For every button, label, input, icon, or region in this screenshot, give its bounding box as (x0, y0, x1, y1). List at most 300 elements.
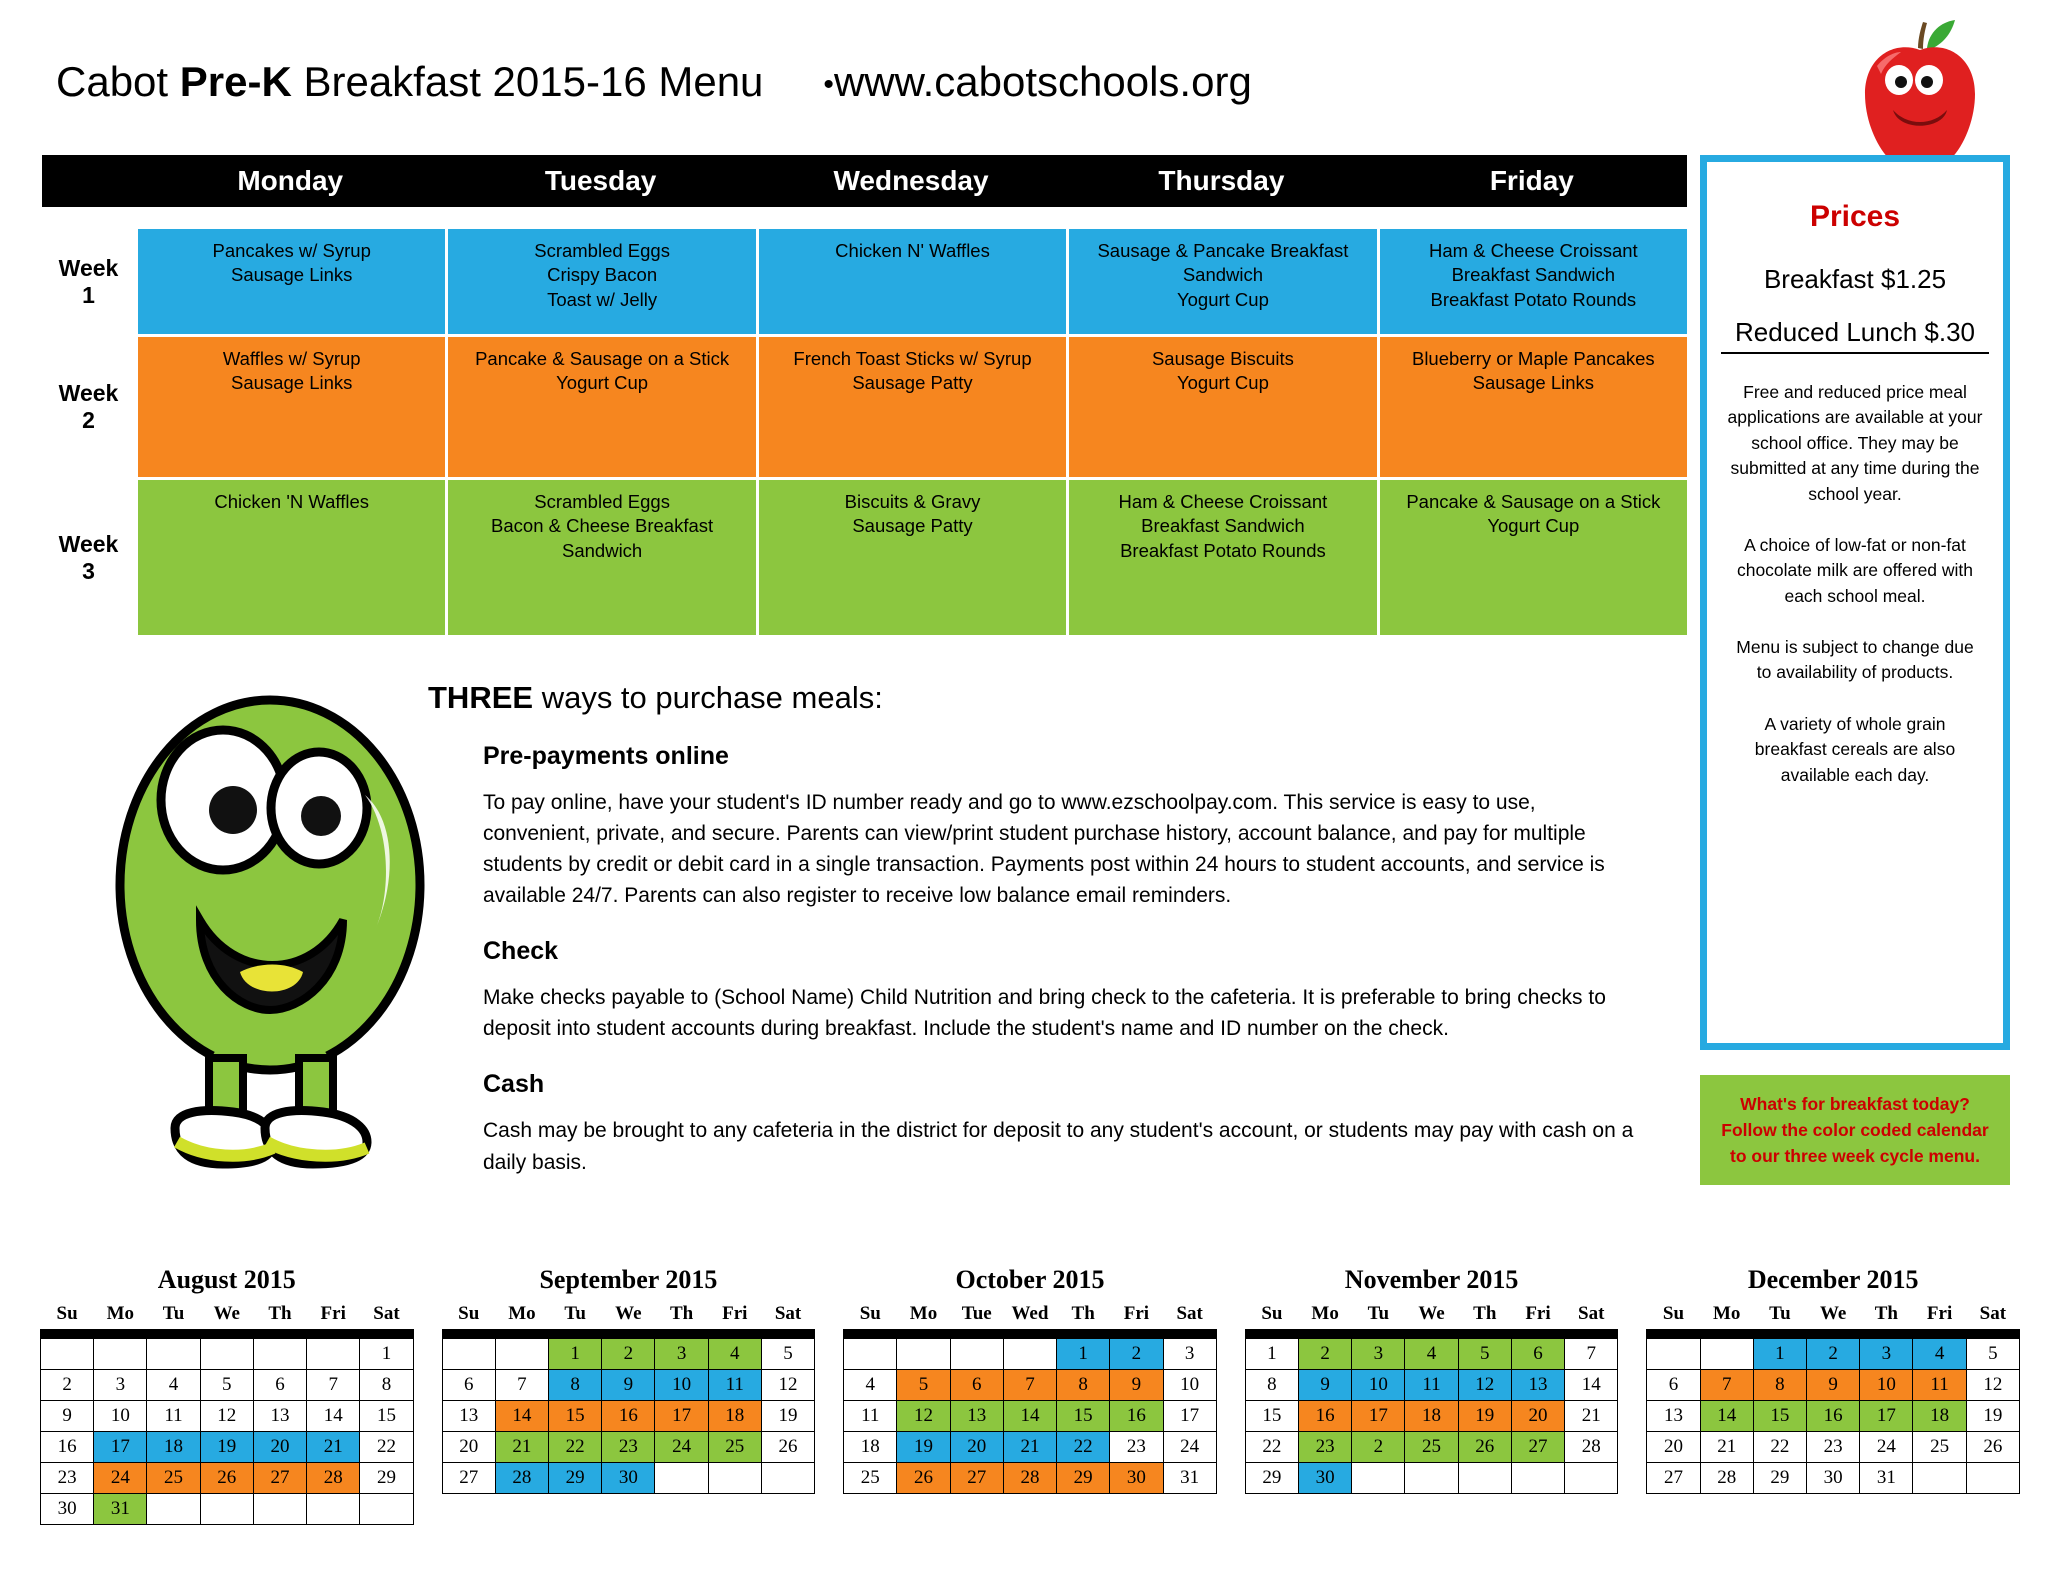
month-calendars (40, 1265, 2020, 1525)
calendar-day-cell: 8 (1753, 1370, 1806, 1401)
calendar-day-cell: 24 (1163, 1432, 1216, 1463)
calendar-day-cell: 13 (950, 1401, 1003, 1432)
prices-title: Prices (1809, 200, 1901, 233)
calendar-day-cell (307, 1339, 360, 1370)
prices-note-3: Menu is subject to change due to availability of products. (1736, 637, 1974, 683)
calendar-table (1245, 1301, 1619, 1494)
calendar-day-cell: 7 (1003, 1370, 1056, 1401)
calendar-day-cell (897, 1339, 950, 1370)
calendar-dow-header: Mo (1712, 1303, 1741, 1324)
calendar-day-cell: 27 (253, 1463, 306, 1494)
calendar-day-cell: 6 (253, 1370, 306, 1401)
menu-cell-w2-thu: Sausage Biscuits Yogurt Cup (1069, 337, 1379, 477)
calendar-dow-header: Th (1473, 1303, 1497, 1324)
calendar-day-cell (442, 1339, 495, 1370)
menu-header-row (42, 155, 1687, 207)
reduced-lunch-price: Reduced Lunch $.30 (1721, 317, 1989, 354)
calendar-dow-header: Tu (1367, 1303, 1390, 1324)
calendar-day-cell: 3 (1352, 1339, 1405, 1370)
color-code-note (1700, 1075, 2010, 1185)
calendar-week-row (844, 1401, 1217, 1432)
calendar-day-cell: 15 (360, 1401, 413, 1432)
calendar-month-1 (442, 1265, 816, 1525)
calendar-top-bar-cell (897, 1330, 950, 1339)
calendar-day-cell: 1 (1057, 1339, 1110, 1370)
day-header-wednesday: Wednesday (833, 165, 989, 196)
week-label-2-line1: Week (58, 380, 119, 406)
cash-title: Cash (483, 1070, 545, 1099)
calendar-day-cell: 16 (1807, 1401, 1860, 1432)
title-bold: Pre-K (179, 58, 292, 105)
prepayments-title: Pre-payments online (483, 742, 729, 770)
calendar-day-cell: 1 (1245, 1339, 1298, 1370)
calendar-day-cell: 1 (1753, 1339, 1806, 1370)
calendar-day-cell (950, 1339, 1003, 1370)
calendar-day-cell (1003, 1339, 1056, 1370)
calendar-week-row (41, 1339, 414, 1370)
calendar-dow-row (442, 1301, 815, 1330)
calendar-day-cell: 29 (1245, 1463, 1298, 1494)
calendar-week-row (41, 1432, 414, 1463)
calendar-day-cell: 16 (602, 1401, 655, 1432)
calendar-day-cell (495, 1339, 548, 1370)
calendar-day-cell: 18 (844, 1432, 897, 1463)
calendar-day-cell: 24 (94, 1463, 147, 1494)
calendar-dow-header: Su (859, 1303, 881, 1324)
calendar-month-2 (843, 1265, 1217, 1525)
calendar-month-title: November 2015 (1344, 1265, 1519, 1294)
menu-cell-w1-mon: Pancakes w/ Syrup Sausage Links (138, 229, 448, 334)
calendar-day-cell: 5 (1966, 1339, 2019, 1370)
calendar-day-cell: 12 (761, 1370, 814, 1401)
calendar-top-bar (1245, 1330, 1618, 1339)
calendar-day-cell: 21 (1003, 1432, 1056, 1463)
calendar-day-cell: 4 (708, 1339, 761, 1370)
calendar-day-cell (147, 1339, 200, 1370)
calendar-day-cell: 23 (1110, 1432, 1163, 1463)
calendar-day-cell: 8 (549, 1370, 602, 1401)
week-label-1-line2: 1 (82, 281, 95, 308)
calendar-day-cell: 19 (200, 1432, 253, 1463)
week-label-3-line2: 3 (82, 557, 95, 584)
calendar-week-row (442, 1463, 815, 1494)
calendar-dow-header: Mo (909, 1303, 938, 1324)
calendar-day-cell: 23 (1807, 1432, 1860, 1463)
calendar-top-bar-cell (442, 1330, 495, 1339)
calendar-day-cell: 29 (1753, 1463, 1806, 1494)
calendar-week-row (1245, 1339, 1618, 1370)
color-code-note-line3: to our three week cycle menu. (1730, 1146, 1980, 1167)
calendar-day-cell: 13 (253, 1401, 306, 1432)
calendar-dow-header: Fri (1123, 1303, 1150, 1324)
calendar-dow-header: Tu (162, 1303, 185, 1324)
purchase-methods-heading (428, 680, 1643, 716)
calendar-day-cell: 8 (360, 1370, 413, 1401)
calendar-day-cell (200, 1494, 253, 1525)
calendar-dow-header: Fri (1525, 1303, 1551, 1324)
calendar-day-cell: 9 (1299, 1370, 1352, 1401)
calendar-top-bar-cell (950, 1330, 1003, 1339)
calendar-top-bar-cell (1647, 1330, 1700, 1339)
menu-cell-w2-mon: Waffles w/ Syrup Sausage Links (138, 337, 448, 477)
calendar-top-bar-cell (602, 1330, 655, 1339)
prices-note-1: Free and reduced price meal applications are available at your school office. They may be submitted at any time during the school year. (1727, 382, 1983, 504)
calendar-dow-header: Su (1662, 1303, 1685, 1324)
calendar-top-bar-cell (1807, 1330, 1860, 1339)
prices-note-2: A choice of low-fat or non-fat chocolate milk are offered with each school meal. (1736, 534, 1974, 606)
calendar-dow-header: Tue (961, 1303, 992, 1324)
calendar-day-cell: 21 (307, 1432, 360, 1463)
calendar-day-cell: 5 (1458, 1339, 1511, 1370)
calendar-week-row (442, 1401, 815, 1432)
calendar-table (442, 1301, 816, 1494)
menu-row-week3 (42, 480, 1687, 638)
calendar-day-cell: 4 (1405, 1339, 1458, 1370)
calendar-day-cell: 1 (549, 1339, 602, 1370)
calendar-day-cell: 27 (1511, 1432, 1564, 1463)
calendar-top-bar (442, 1330, 815, 1339)
week-label-2 (42, 337, 138, 477)
calendar-day-cell: 15 (549, 1401, 602, 1432)
calendar-top-bar-cell (1700, 1330, 1753, 1339)
calendar-dow-row (1647, 1301, 2020, 1330)
calendar-day-cell: 21 (1700, 1432, 1753, 1463)
calendar-day-cell (1352, 1463, 1405, 1494)
calendar-day-cell: 2 (41, 1370, 94, 1401)
calendar-day-cell: 9 (602, 1370, 655, 1401)
calendar-day-cell: 21 (495, 1432, 548, 1463)
calendar-dow-header: Sat (373, 1303, 400, 1324)
calendar-day-cell: 14 (1700, 1401, 1753, 1432)
calendar-day-cell: 28 (1003, 1463, 1056, 1494)
purchase-methods-heading-rest: ways to purchase meals: (533, 680, 883, 715)
calendar-day-cell: 26 (761, 1432, 814, 1463)
calendar-dow-header: Tu (564, 1303, 586, 1324)
calendar-day-cell (1647, 1339, 1700, 1370)
calendar-month-title: December 2015 (1747, 1265, 1919, 1294)
calendar-day-cell: 24 (1860, 1432, 1913, 1463)
menu-cell-w3-thu: Ham & Cheese Croissant Breakfast Sandwich Breakfast Potato Rounds (1069, 480, 1379, 635)
check-title: Check (483, 937, 559, 966)
calendar-week-row (41, 1494, 414, 1525)
calendar-dow-header: Th (669, 1303, 694, 1324)
calendar-day-cell: 16 (1110, 1401, 1163, 1432)
calendar-day-cell (94, 1339, 147, 1370)
calendar-day-cell: 12 (1966, 1370, 2019, 1401)
calendar-day-cell: 30 (1807, 1463, 1860, 1494)
menu-cell-w1-tue: Scrambled Eggs Crispy Bacon Toast w/ Jelly (448, 229, 758, 334)
calendar-top-bar-cell (1405, 1330, 1458, 1339)
calendar-day-cell: 10 (1352, 1370, 1405, 1401)
calendar-day-cell: 26 (1458, 1432, 1511, 1463)
calendar-day-cell: 28 (1565, 1432, 1618, 1463)
calendar-week-row (1647, 1370, 2020, 1401)
calendar-top-bar-cell (1057, 1330, 1110, 1339)
calendar-day-cell: 19 (897, 1432, 950, 1463)
calendar-day-cell: 3 (1163, 1339, 1216, 1370)
page-title (56, 58, 1252, 106)
calendar-day-cell: 25 (147, 1463, 200, 1494)
calendar-dow-header: Tu (1769, 1303, 1791, 1324)
calendar-week-row (1245, 1401, 1618, 1432)
calendar-day-cell: 22 (1245, 1432, 1298, 1463)
calendar-day-cell: 8 (1057, 1370, 1110, 1401)
calendar-top-bar-cell (360, 1330, 413, 1339)
calendar-day-cell (655, 1463, 708, 1494)
calendar-week-row (1647, 1339, 2020, 1370)
calendar-day-cell: 22 (1753, 1432, 1806, 1463)
calendar-top-bar-cell (844, 1330, 897, 1339)
calendar-day-cell: 19 (761, 1401, 814, 1432)
calendar-week-row (844, 1370, 1217, 1401)
calendar-week-row (1647, 1463, 2020, 1494)
menu-cell-w2-wed: French Toast Sticks w/ Syrup Sausage Patty (759, 337, 1069, 477)
day-header-monday: Monday (237, 165, 344, 196)
cash-body: Cash may be brought to any cafeteria in the district for deposit to any student's account, or students may pay with cash on a daily basis. (483, 1119, 1634, 1174)
calendar-month-title: August 2015 (157, 1265, 296, 1294)
calendar-day-cell: 7 (495, 1370, 548, 1401)
calendar-day-cell: 16 (41, 1432, 94, 1463)
calendar-day-cell: 21 (1565, 1401, 1618, 1432)
prices-note-4: A variety of whole grain breakfast cereals are also available each day. (1754, 713, 1956, 785)
calendar-top-bar-cell (708, 1330, 761, 1339)
calendar-day-cell: 29 (360, 1463, 413, 1494)
calendar-day-cell: 10 (1860, 1370, 1913, 1401)
calendar-day-cell: 19 (1458, 1401, 1511, 1432)
calendar-day-cell: 5 (761, 1339, 814, 1370)
website-url (823, 58, 1251, 105)
calendar-day-cell: 31 (94, 1494, 147, 1525)
apple-icon (1855, 18, 1985, 178)
calendar-dow-header: Su (458, 1303, 480, 1324)
calendar-dow-header: Fri (320, 1303, 346, 1324)
calendar-day-cell (253, 1494, 306, 1525)
calendar-week-row (844, 1432, 1217, 1463)
calendar-top-bar-cell (1860, 1330, 1913, 1339)
calendar-top-bar-cell (1245, 1330, 1298, 1339)
calendar-day-cell: 9 (41, 1401, 94, 1432)
menu-cell-w3-mon: Chicken 'N Waffles (138, 480, 448, 635)
calendar-day-cell: 4 (1913, 1339, 1966, 1370)
week-label-3 (42, 480, 138, 635)
calendar-top-bar-cell (549, 1330, 602, 1339)
calendar-top-bar-cell (1511, 1330, 1564, 1339)
calendar-day-cell: 3 (655, 1339, 708, 1370)
calendar-day-cell: 20 (950, 1432, 1003, 1463)
calendar-day-cell: 14 (307, 1401, 360, 1432)
calendar-day-cell: 27 (950, 1463, 1003, 1494)
calendar-day-cell: 17 (1163, 1401, 1216, 1432)
calendar-dow-row (41, 1301, 414, 1330)
calendar-day-cell: 8 (1245, 1370, 1298, 1401)
prices-panel (1700, 155, 2010, 1050)
calendar-dow-header: Mo (106, 1303, 135, 1324)
calendar-day-cell: 20 (442, 1432, 495, 1463)
calendar-dow-header: Su (1261, 1303, 1283, 1324)
calendar-day-cell: 6 (442, 1370, 495, 1401)
calendar-top-bar-cell (147, 1330, 200, 1339)
calendar-day-cell: 28 (1700, 1463, 1753, 1494)
calendar-day-cell: 25 (708, 1432, 761, 1463)
calendar-week-row (1245, 1463, 1618, 1494)
calendar-day-cell: 15 (1245, 1401, 1298, 1432)
calendar-day-cell: 20 (1647, 1432, 1700, 1463)
calendar-dow-header: Th (268, 1303, 292, 1324)
calendar-day-cell: 18 (708, 1401, 761, 1432)
calendar-day-cell: 22 (549, 1432, 602, 1463)
menu-cell-w3-wed: Biscuits & Gravy Sausage Patty (759, 480, 1069, 635)
pea-mascot-icon (105, 680, 435, 1190)
calendar-day-cell: 5 (897, 1370, 950, 1401)
calendar-day-cell: 17 (1860, 1401, 1913, 1432)
calendar-day-cell: 9 (1110, 1370, 1163, 1401)
calendar-top-bar-cell (1753, 1330, 1806, 1339)
calendar-day-cell: 20 (253, 1432, 306, 1463)
calendar-day-cell: 12 (200, 1401, 253, 1432)
calendar-day-cell: 2 (602, 1339, 655, 1370)
calendar-day-cell: 15 (1057, 1401, 1110, 1432)
calendar-day-cell: 11 (1913, 1370, 1966, 1401)
calendar-day-cell: 25 (1405, 1432, 1458, 1463)
calendar-day-cell (1966, 1463, 2019, 1494)
calendar-day-cell: 11 (1405, 1370, 1458, 1401)
calendar-day-cell: 22 (1057, 1432, 1110, 1463)
calendar-day-cell: 10 (655, 1370, 708, 1401)
menu-cell-w1-thu: Sausage & Pancake Breakfast Sandwich Yogurt Cup (1069, 229, 1379, 334)
purchase-methods-heading-bold: THREE (428, 680, 534, 715)
week-label-1 (42, 229, 138, 334)
calendar-dow-header: Wed (1011, 1303, 1049, 1324)
calendar-day-cell: 6 (950, 1370, 1003, 1401)
calendar-day-cell: 30 (1110, 1463, 1163, 1494)
weekly-menu-table (42, 155, 1687, 638)
calendar-top-bar-cell (1565, 1330, 1618, 1339)
menu-cell-w2-fri: Blueberry or Maple Pancakes Sausage Links (1380, 337, 1687, 477)
calendar-day-cell: 18 (1913, 1401, 1966, 1432)
calendar-top-bar-cell (1458, 1330, 1511, 1339)
calendar-day-cell: 18 (147, 1432, 200, 1463)
calendar-day-cell: 29 (1057, 1463, 1110, 1494)
day-header-tuesday: Tuesday (544, 165, 657, 196)
calendar-day-cell: 23 (1299, 1432, 1352, 1463)
calendar-top-bar (1647, 1330, 2020, 1339)
calendar-day-cell: 14 (495, 1401, 548, 1432)
menu-gap (42, 207, 1687, 229)
calendar-top-bar-cell (1163, 1330, 1216, 1339)
calendar-day-cell: 27 (442, 1463, 495, 1494)
calendar-day-cell: 23 (41, 1463, 94, 1494)
calendar-day-cell: 6 (1647, 1370, 1700, 1401)
calendar-top-bar-cell (200, 1330, 253, 1339)
calendar-day-cell: 3 (94, 1370, 147, 1401)
calendar-day-cell: 16 (1299, 1401, 1352, 1432)
calendar-day-cell: 7 (1565, 1339, 1618, 1370)
calendar-day-cell: 11 (708, 1370, 761, 1401)
calendar-dow-header: Fri (1926, 1303, 1953, 1324)
menu-row-week2 (42, 337, 1687, 480)
menu-cell-w3-tue: Scrambled Eggs Bacon & Cheese Breakfast Sandwich (448, 480, 758, 635)
calendar-day-cell: 13 (1647, 1401, 1700, 1432)
calendar-day-cell (253, 1339, 306, 1370)
week-label-2-line2: 2 (82, 407, 95, 433)
calendar-day-cell: 30 (1299, 1463, 1352, 1494)
calendar-month-title: October 2015 (955, 1265, 1105, 1294)
calendar-top-bar-cell (41, 1330, 94, 1339)
calendar-day-cell: 14 (1565, 1370, 1618, 1401)
calendar-day-cell: 26 (1966, 1432, 2019, 1463)
calendar-week-row (41, 1463, 414, 1494)
calendar-dow-header: Sat (1578, 1303, 1605, 1324)
calendar-top-bar-cell (1966, 1330, 2019, 1339)
calendar-day-cell: 31 (1860, 1463, 1913, 1494)
calendar-day-cell: 30 (602, 1463, 655, 1494)
calendar-dow-header: Sat (1979, 1303, 2007, 1324)
calendar-day-cell: 12 (897, 1401, 950, 1432)
calendar-day-cell: 26 (897, 1463, 950, 1494)
calendar-day-cell: 24 (655, 1432, 708, 1463)
calendar-day-cell: 3 (1860, 1339, 1913, 1370)
calendar-day-cell: 30 (41, 1494, 94, 1525)
calendar-day-cell: 17 (655, 1401, 708, 1432)
purchase-methods-section (428, 680, 1643, 1178)
calendar-day-cell (844, 1339, 897, 1370)
calendar-month-3 (1245, 1265, 1619, 1525)
calendar-week-row (844, 1339, 1217, 1370)
calendar-day-cell: 9 (1807, 1370, 1860, 1401)
calendar-table (1646, 1301, 2020, 1494)
calendar-dow-header: Sat (1176, 1303, 1203, 1324)
calendar-day-cell: 6 (1511, 1339, 1564, 1370)
calendar-day-cell: 7 (1700, 1370, 1753, 1401)
calendar-top-bar-cell (1299, 1330, 1352, 1339)
calendar-day-cell (1913, 1463, 1966, 1494)
calendar-day-cell: 10 (94, 1401, 147, 1432)
calendar-week-row (41, 1401, 414, 1432)
calendar-day-cell: 27 (1647, 1463, 1700, 1494)
calendar-month-0 (40, 1265, 414, 1525)
calendar-day-cell: 25 (1913, 1432, 1966, 1463)
calendar-week-row (442, 1339, 815, 1370)
calendar-day-cell: 18 (1405, 1401, 1458, 1432)
calendar-month-title: September 2015 (539, 1265, 718, 1294)
calendar-day-cell: 23 (602, 1432, 655, 1463)
calendar-top-bar-cell (1352, 1330, 1405, 1339)
menu-cell-w2-tue: Pancake & Sausage on a Stick Yogurt Cup (448, 337, 758, 477)
calendar-top-bar-cell (1110, 1330, 1163, 1339)
calendar-day-cell: 15 (1753, 1401, 1806, 1432)
calendar-top-bar-cell (307, 1330, 360, 1339)
color-code-note-line1: What's for breakfast today? (1740, 1093, 1970, 1114)
calendar-day-cell (200, 1339, 253, 1370)
calendar-day-cell (307, 1494, 360, 1525)
calendar-day-cell (1405, 1463, 1458, 1494)
breakfast-price: Breakfast $1.25 (1763, 264, 1947, 294)
calendar-top-bar-cell (761, 1330, 814, 1339)
calendar-week-row (1647, 1432, 2020, 1463)
calendar-week-row (1245, 1432, 1618, 1463)
calendar-dow-header: Su (56, 1303, 78, 1324)
calendar-day-cell (147, 1494, 200, 1525)
calendar-dow-header: Mo (1311, 1303, 1339, 1324)
calendar-table (843, 1301, 1217, 1494)
calendar-dow-header: We (1418, 1303, 1445, 1324)
calendar-day-cell (1511, 1463, 1564, 1494)
calendar-day-cell (761, 1463, 814, 1494)
day-header-friday: Friday (1489, 165, 1574, 196)
calendar-top-bar-cell (1003, 1330, 1056, 1339)
calendar-week-row (844, 1463, 1217, 1494)
calendar-dow-header: We (1819, 1303, 1847, 1324)
